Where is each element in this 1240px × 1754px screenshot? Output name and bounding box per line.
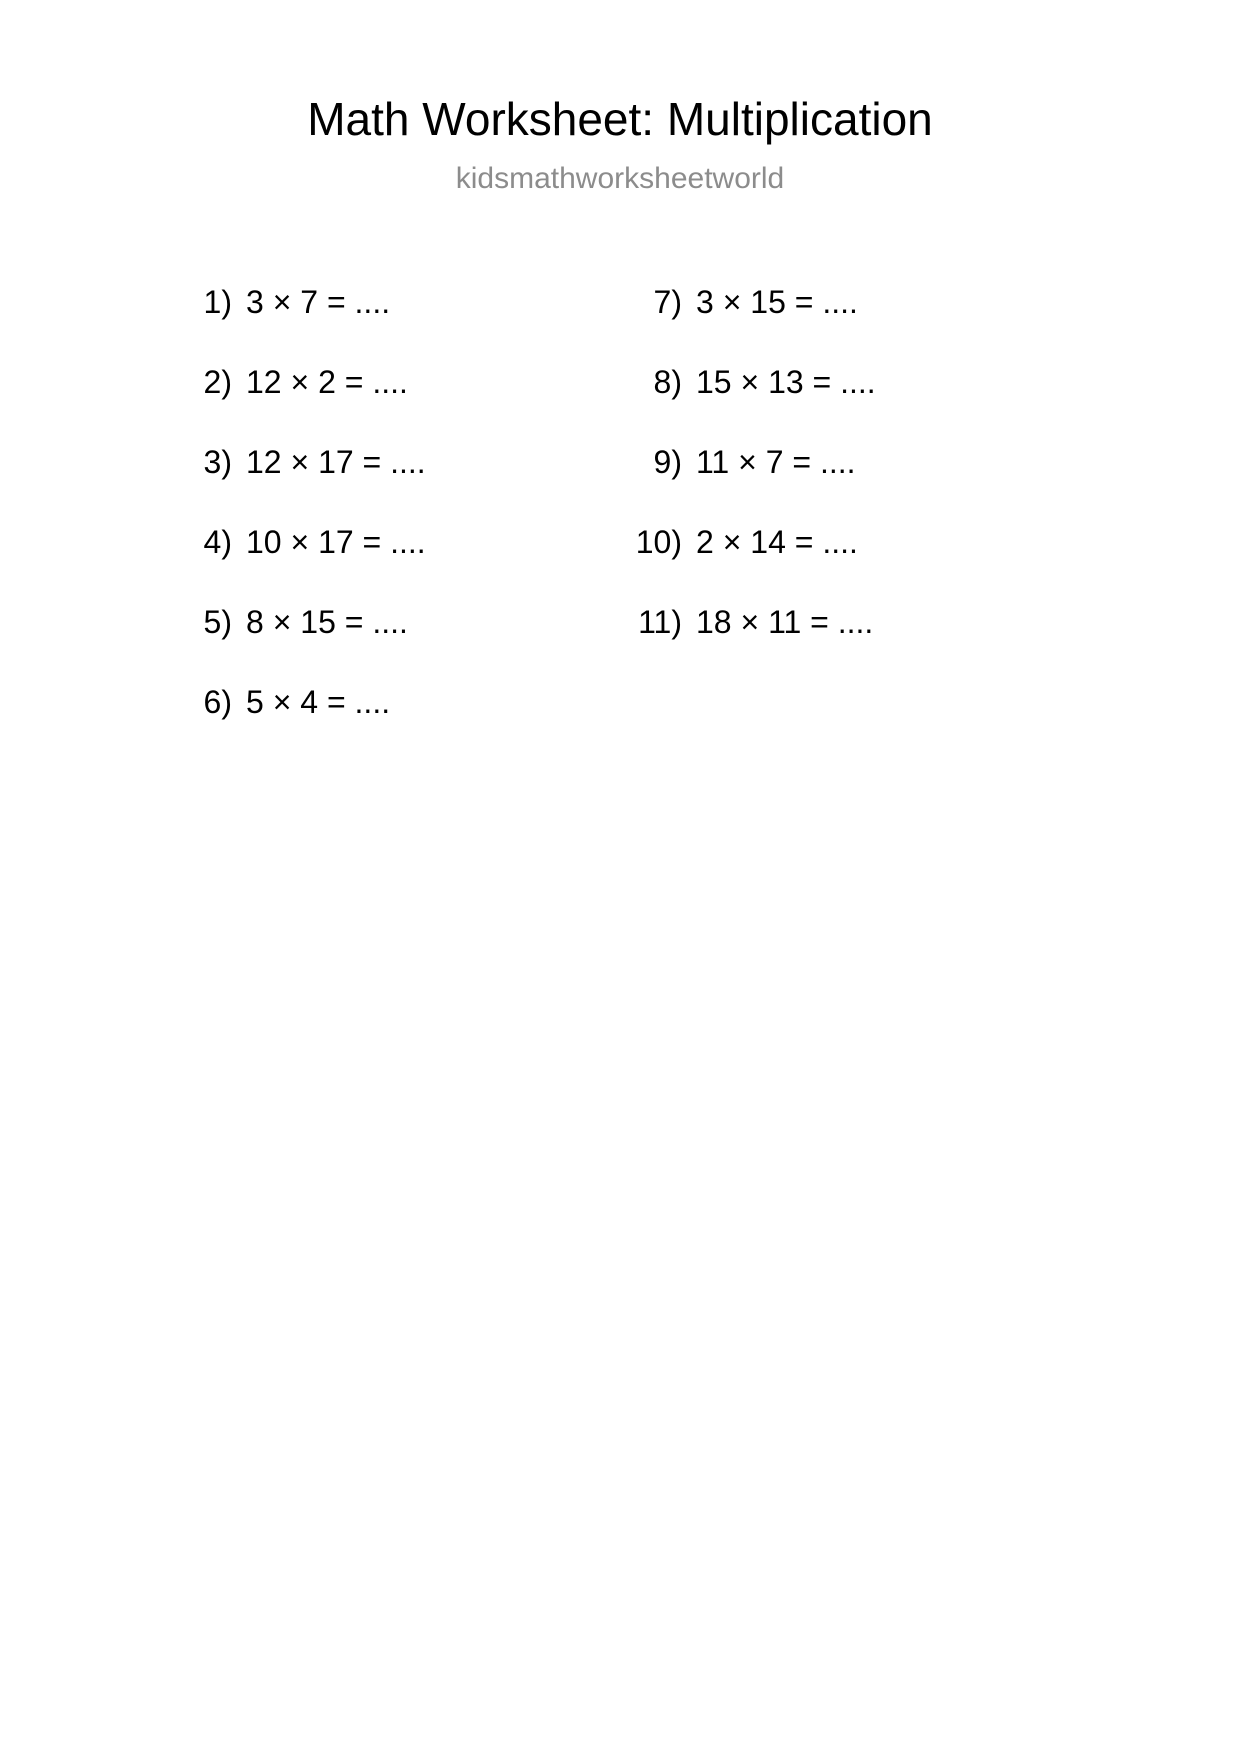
problem-item	[630, 446, 1080, 478]
problem-expression: 3 × 15 = ....	[696, 284, 858, 320]
problem-item	[180, 606, 630, 638]
problem-item	[180, 286, 630, 318]
problem-list	[0, 286, 1240, 766]
problem-number: 8)	[653, 364, 682, 400]
page-title: Math Worksheet: Multiplication	[307, 93, 933, 145]
problem-number: 4)	[203, 524, 232, 560]
problem-item	[630, 606, 1080, 638]
problem-expression: 2 × 14 = ....	[696, 524, 858, 560]
page-subtitle: kidsmathworksheetworld	[455, 162, 785, 195]
problem-expression: 18 × 11 = ....	[696, 604, 874, 640]
problem-expression: 10 × 17 = ....	[246, 524, 426, 560]
problem-number: 11)	[638, 604, 682, 640]
problem-column-left	[180, 286, 630, 766]
problem-expression: 12 × 17 = ....	[246, 444, 426, 480]
problem-number: 1)	[203, 284, 232, 320]
problem-expression: 5 × 4 = ....	[246, 684, 391, 720]
problem-number: 10)	[635, 524, 682, 560]
problem-number: 5)	[203, 604, 232, 640]
problem-number: 7)	[653, 284, 682, 320]
problem-item	[630, 286, 1080, 318]
problem-expression: 8 × 15 = ....	[246, 604, 408, 640]
problem-item	[630, 366, 1080, 398]
problem-item	[180, 446, 630, 478]
problem-expression: 11 × 7 = ....	[696, 444, 856, 480]
problem-expression: 15 × 13 = ....	[696, 364, 876, 400]
problem-column-right	[630, 286, 1080, 686]
problem-number: 3)	[203, 444, 232, 480]
problem-expression: 12 × 2 = ....	[246, 364, 408, 400]
problem-item	[180, 366, 630, 398]
problem-item	[630, 526, 1080, 558]
problem-number: 9)	[653, 444, 682, 480]
problem-item	[180, 526, 630, 558]
problem-number: 6)	[203, 684, 232, 720]
problem-number: 2)	[203, 364, 232, 400]
problem-expression: 3 × 7 = ....	[246, 284, 391, 320]
problem-item	[180, 686, 630, 718]
